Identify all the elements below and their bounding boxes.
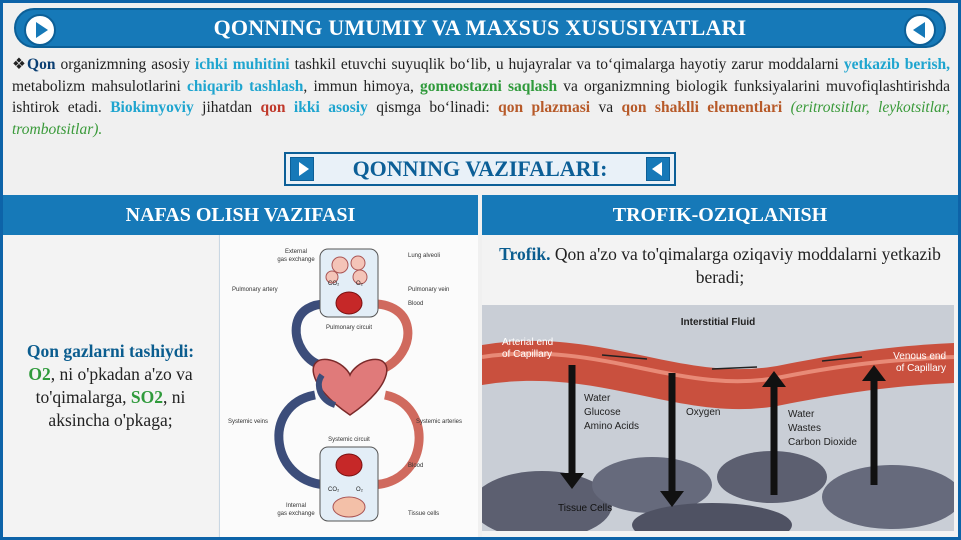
intro-text: organizmning asosiy — [55, 56, 195, 73]
trofik-text — [494, 243, 946, 289]
play-left-icon — [652, 162, 662, 176]
co2-label: CO₂ — [328, 487, 340, 493]
label-blood: Blood — [408, 301, 424, 307]
label-pulmonary-circuit: Pulmonary circuit — [325, 325, 373, 331]
label-external: External — [284, 249, 308, 255]
circulation-diagram — [219, 235, 478, 537]
label-venous-end-2: of Capillary — [895, 363, 946, 374]
intro-text: qismga bo‘linadi: — [367, 99, 499, 116]
label-lung-alveoli: Lung alveoli — [408, 253, 441, 259]
intro-text: jihatdan — [193, 99, 261, 116]
prev-slide-button[interactable] — [24, 14, 56, 46]
term-shakli: qon shaklli elementlari — [621, 99, 783, 116]
term-yetkazib: yetkazib berish, — [843, 56, 950, 73]
term-elements-list: (eritrotsitlar, leykotsitlar, trombotsitlar). — [12, 99, 950, 138]
page-title: QONNING UMUMIY VA MAXSUS XUSUSIYATLARI — [213, 15, 747, 40]
intro-text: va — [590, 99, 622, 116]
trofik-panel — [482, 235, 958, 537]
blood-cell-icon — [336, 292, 362, 314]
label-arterial-end-2: of Capillary — [502, 349, 553, 360]
label-tissue-cells: Tissue Cells — [558, 503, 613, 514]
label-internal: Internal — [285, 503, 307, 509]
label-amino-acids: Amino Acids — [584, 421, 640, 432]
term-qon: Qon — [27, 56, 56, 73]
label-wastes: Wastes — [788, 423, 821, 434]
label-oxygen: Oxygen — [686, 407, 721, 418]
intro-text: tashkil etuvchi suyuqlik bo‘lib, u hujayralar va to‘qimalarga hayotiy zarur moddalarni — [289, 56, 844, 73]
label-glucose: Glucose — [584, 407, 621, 418]
gas-text-part: , ni aksincha o'pkaga; — [48, 387, 186, 430]
intro-text: , immun himoya, — [303, 77, 421, 95]
label-venous-end: Venous end — [893, 351, 946, 362]
blood-cell-icon — [336, 454, 362, 476]
term-biokimyoviy: Biokimyoviy — [110, 99, 194, 116]
gas-transport-text — [11, 340, 210, 432]
label-pulmonary-vein: Pulmonary vein — [408, 287, 450, 293]
label-water: Water — [584, 393, 611, 404]
label-gas-exchange: gas exchange — [277, 257, 315, 263]
gas-transport-panel — [3, 235, 218, 537]
gas-head: Qon gazlarni tashiydi: — [26, 341, 195, 361]
o2-label: O₂ — [356, 487, 363, 493]
label-systemic-arteries: Systemic arteries — [416, 419, 463, 425]
next-slide-button[interactable] — [904, 14, 936, 46]
play-left-icon — [913, 22, 925, 38]
circulation-svg — [220, 235, 479, 537]
sub-prev-button[interactable] — [290, 157, 314, 181]
term-gomeostaz: gomeostazni saqlash — [420, 77, 558, 95]
subheader-bar — [284, 152, 676, 186]
label-systemic-veins: Systemic veins — [228, 419, 269, 425]
trofik-head: Trofik. — [499, 244, 551, 264]
trofik-body: Qon a'zo va to'qimalarga oziqaviy moddalarni yetkazib beradi; — [550, 244, 941, 287]
gas-text-part: , ni o'pkadan a'zo va to'qimalarga, — [35, 364, 193, 407]
label-pulmonary-artery: Pulmonary artery — [232, 287, 278, 293]
play-right-icon — [299, 162, 309, 176]
label-systemic-circuit: Systemic circuit — [328, 437, 370, 443]
co2-label: CO₂ — [328, 281, 340, 287]
bullet-icon: ❖ — [12, 56, 28, 73]
alveolus-icon — [351, 256, 365, 270]
term-ichki: ichki muhitini — [195, 56, 290, 73]
heart-icon — [313, 359, 387, 415]
o2-label: O₂ — [356, 281, 363, 287]
gas-o2: O2 — [28, 364, 51, 384]
intro-text: metabolizm mahsulotlarini — [12, 77, 188, 95]
label-interstitial: Interstitial Fluid — [680, 317, 756, 328]
intro-text: va organizmning biologik funksiyalarini muvofiqlashtirishda ishtirok etadi. — [12, 77, 951, 116]
label-blood: Blood — [408, 463, 424, 469]
label-gas-exchange: gas exchange — [277, 511, 315, 517]
capillary-illustration — [482, 305, 954, 531]
intro-text — [286, 99, 294, 116]
term-plazma: qon plazmasi — [498, 99, 591, 116]
term-ikki: ikki asosiy — [293, 99, 368, 116]
column-title-nafas: NAFAS OLISH VAZIFASI — [3, 195, 478, 235]
header-bar — [14, 8, 946, 48]
label-water-2: Water — [788, 409, 815, 420]
subheader-title: QONNING VAZIFALARI: — [352, 156, 608, 181]
intro-paragraph — [12, 54, 950, 140]
alveolus-icon — [332, 257, 348, 273]
term-chiqarib: chiqarib tashlash — [187, 77, 304, 95]
term-qon2: qon — [260, 99, 286, 116]
play-right-icon — [36, 22, 48, 38]
column-title-trofik: TROFIK-OZIQLANISH — [482, 195, 958, 235]
sub-next-button[interactable] — [646, 157, 670, 181]
tissue-cell-icon — [333, 497, 365, 517]
label-tissue-cells: Tissue cells — [408, 511, 440, 517]
gas-so2: SO2 — [130, 387, 163, 407]
intro-text — [782, 99, 790, 116]
label-carbon-dioxide: Carbon Dioxide — [788, 437, 857, 448]
label-arterial-end: Arterial end — [502, 337, 554, 348]
